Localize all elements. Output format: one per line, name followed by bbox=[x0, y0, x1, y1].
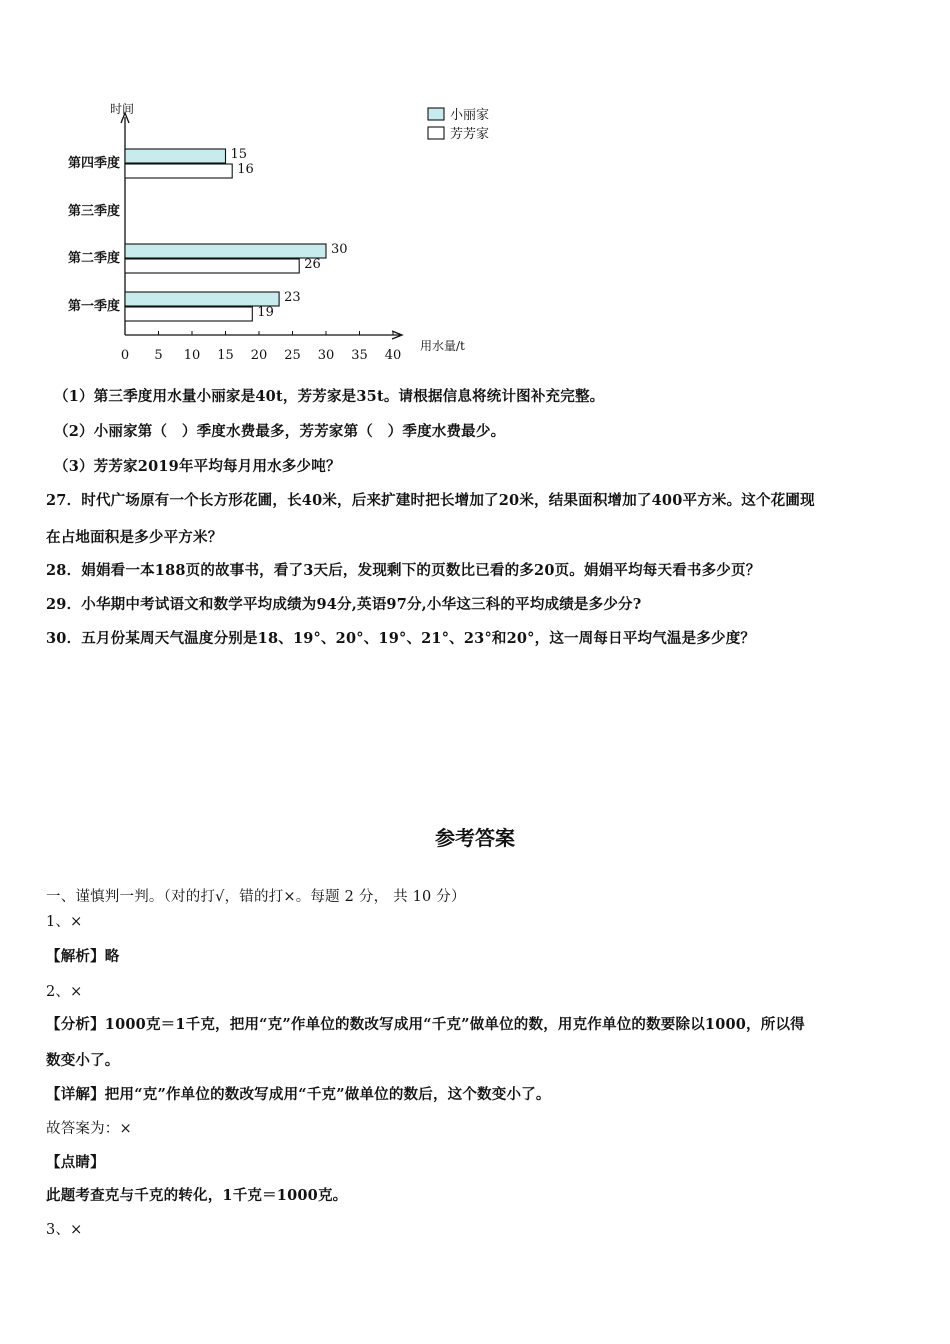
bar bbox=[125, 149, 226, 163]
x-tick-label: 10 bbox=[183, 348, 201, 363]
bar-value-label: 26 bbox=[304, 257, 321, 272]
answer-1-note: 【解析】略 bbox=[46, 948, 120, 965]
bar-value-label: 30 bbox=[331, 242, 348, 257]
x-tick-label: 30 bbox=[317, 348, 335, 363]
question-26-part-3: （3）芳芳家2019年平均每月用水多少吨？ bbox=[54, 458, 341, 475]
legend-swatch bbox=[428, 127, 444, 139]
answer-2-analysis-line-1: 【分析】1000克＝1千克，把用“克”作单位的数改写成用“千克”做单位的数，用克作单位的数要除以1000，所以得 bbox=[46, 1016, 805, 1033]
legend-label: 小丽家 bbox=[450, 108, 490, 123]
x-tick-label: 15 bbox=[217, 348, 234, 363]
question-27-line-1: 27．时代广场原有一个长方形花圃，长40米，后来扩建时把长增加了20米，结果面积增加了400平方米。这个花圃现 bbox=[46, 492, 815, 509]
question-28: 28．娟娟看一本188页的故事书，看了3天后，发现剩下的页数比已看的多20页。娟娟平均每天看书多少页？ bbox=[46, 562, 761, 579]
answer-2-result: 故答案为：× bbox=[46, 1121, 132, 1137]
bar bbox=[125, 244, 326, 258]
bar-value-label: 16 bbox=[237, 162, 254, 177]
question-29: 29．小华期中考试语文和数学平均成绩为94分,英语97分,小华这三科的平均成绩是多少分? bbox=[46, 596, 642, 613]
bar bbox=[125, 292, 279, 306]
bar bbox=[125, 307, 252, 321]
answer-1: 1、× bbox=[46, 914, 83, 930]
answer-2-analysis-line-2: 数变小了。 bbox=[46, 1052, 120, 1069]
question-26-part-2: （2）小丽家第（ ）季度水费最多，芳芳家第（ ）季度水费最少。 bbox=[54, 423, 506, 440]
y-axis-title: 时间 bbox=[110, 102, 135, 116]
x-tick-label: 20 bbox=[250, 348, 268, 363]
x-tick-label: 25 bbox=[284, 348, 301, 363]
answer-3: 3、× bbox=[46, 1222, 83, 1238]
bar bbox=[125, 259, 299, 273]
question-26-part-1: （1）第三季度用水量小丽家是40t，芳芳家是35t。请根据信息将统计图补充完整。 bbox=[54, 388, 605, 405]
question-27-line-2: 在占地面积是多少平方米？ bbox=[46, 529, 223, 546]
legend-label: 芳芳家 bbox=[450, 127, 490, 142]
bar bbox=[125, 164, 232, 178]
category-label: 第三季度 bbox=[67, 204, 120, 219]
category-label: 第二季度 bbox=[67, 251, 120, 266]
category-label: 第一季度 bbox=[67, 299, 120, 314]
category-label: 第四季度 bbox=[67, 156, 120, 171]
answers-title: 参考答案 bbox=[435, 826, 515, 850]
answer-2-detail: 【详解】把用“克”作单位的数改写成用“千克”做单位的数后，这个数变小了。 bbox=[46, 1086, 551, 1103]
water-usage-bar-chart bbox=[40, 95, 510, 370]
x-tick-label: 35 bbox=[351, 348, 368, 363]
question-30: 30．五月份某周天气温度分别是18、19°、20°、19°、21°、23°和20°，这一周每日平均气温是多少度？ bbox=[46, 630, 756, 647]
bar-value-label: 15 bbox=[230, 147, 248, 162]
answer-2-tip-label: 【点睛】 bbox=[46, 1154, 105, 1171]
x-tick-label: 0 bbox=[120, 348, 130, 363]
answer-2: 2、× bbox=[46, 984, 83, 1000]
bar-value-label: 23 bbox=[284, 290, 301, 305]
x-tick-label: 5 bbox=[154, 348, 163, 363]
x-axis-title: 用水量/t bbox=[420, 339, 465, 353]
answers-section-heading: 一、谨慎判一判。（对的打√，错的打×。每题 2 分， 共 10 分） bbox=[46, 889, 466, 905]
bar-value-label: 19 bbox=[257, 305, 274, 320]
answer-2-tip: 此题考查克与千克的转化，1千克＝1000克。 bbox=[46, 1187, 348, 1204]
legend-swatch bbox=[428, 108, 444, 120]
x-tick-label: 40 bbox=[384, 348, 402, 363]
